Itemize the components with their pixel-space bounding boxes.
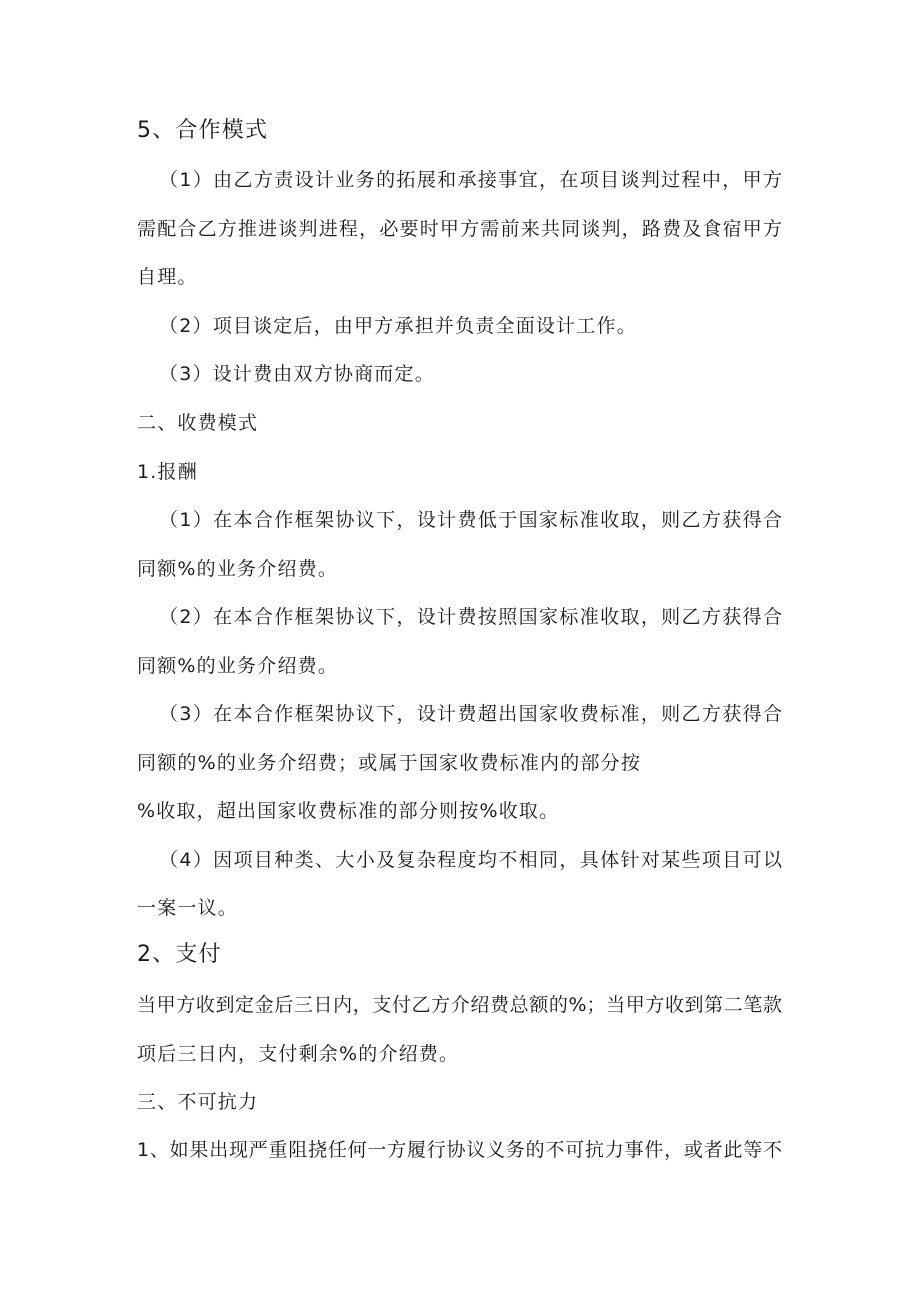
- paragraph-line: 同额%的业务介绍费。: [137, 558, 339, 580]
- subsection-heading: 1.报酬: [137, 461, 198, 483]
- paragraph-line: 同额%的业务介绍费。: [137, 655, 339, 677]
- paragraph-line: %收取，超出国家收费标准的部分则按%收取。: [137, 800, 560, 822]
- section-2-heading: 二、收费模式: [137, 412, 259, 434]
- paragraph-line: （3）在本合作框架协议下，设计费超出国家收费标准，则乙方获得合: [159, 703, 782, 725]
- paragraph-line: 一案一议。: [137, 897, 239, 919]
- paragraph-line: 同额的%的业务介绍费；或属于国家收费标准内的部分按: [137, 752, 642, 774]
- paragraph-line: 需配合乙方推进谈判进程，必要时甲方需前来共同谈判，路费及食宿甲方: [137, 218, 782, 240]
- paragraph-line: （3）设计费由双方协商而定。: [159, 363, 435, 385]
- paragraph-line: 项后三日内，支付剩余%的介绍费。: [137, 1043, 460, 1065]
- paragraph-line: （1）在本合作框架协议下，设计费低于国家标准收取，则乙方获得合: [159, 509, 782, 531]
- paragraph-line: 当甲方收到定金后三日内，支付乙方介绍费总额的%；当甲方收到第二笔款: [137, 994, 782, 1016]
- paragraph-line: （4）因项目种类、大小及复杂程度均不相同，具体针对某些项目可以: [159, 849, 782, 871]
- subsection-heading: 2、支付: [137, 942, 222, 967]
- paragraph-line: （2）在本合作框架协议下，设计费按照国家标准收取，则乙方获得合: [159, 606, 782, 628]
- section-3-heading: 三、不可抗力: [137, 1091, 259, 1113]
- paragraph-line: （2）项目谈定后，由甲方承担并负责全面设计工作。: [159, 315, 637, 337]
- section-5-heading: 5、合作模式: [137, 118, 269, 143]
- paragraph-line: 自理。: [137, 266, 198, 288]
- paragraph-line: 1、如果出现严重阻挠任何一方履行协议义务的不可抗力事件，或者此等不: [137, 1139, 782, 1161]
- paragraph-line: （1）由乙方责设计业务的拓展和承接事宜，在项目谈判过程中，甲方: [159, 169, 782, 191]
